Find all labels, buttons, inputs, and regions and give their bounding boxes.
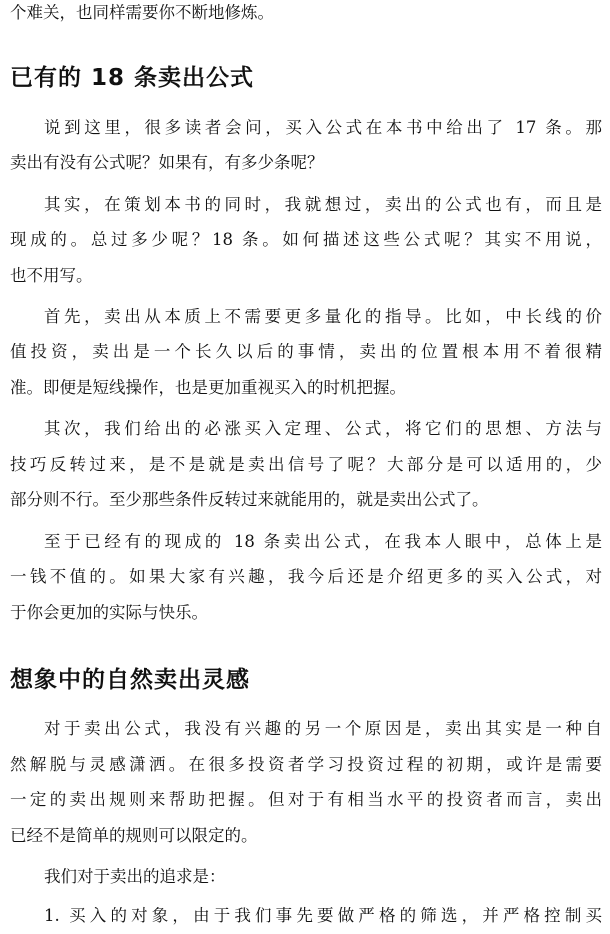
text-line: 一钱不值的。如果大家有兴趣，我今后还是介绍更多的买入公式，对 xyxy=(10,567,602,586)
text-line: 技巧反转过来，是不是就是卖出信号了呢？大部分是可以适用的，少 xyxy=(10,455,602,474)
text-line: 然解脱与灵感潇洒。在很多投资者学习投资过程的初期，或许是需要 xyxy=(10,755,602,774)
text-line: 值投资，卖出是一个长久以后的事情，卖出的位置根本用不着很精 xyxy=(10,342,602,361)
text-line: 对于卖出公式，我没有兴趣的另一个原因是，卖出其实是一种自 xyxy=(44,719,602,738)
text-line: 一定的卖出规则来帮助把握。但对于有相当水平的投资者而言，卖出 xyxy=(10,790,602,809)
text-line: 说到这里，很多读者会问，买入公式在本书中给出了 17 条。那 xyxy=(44,118,602,137)
text-line: 于你会更加的实际与快乐。 xyxy=(10,603,208,622)
section-title-sell-formulas: 已有的 18 条卖出公式 xyxy=(10,65,255,91)
text-line: 首先，卖出从本质上不需要更多量化的指导。比如，中长线的价 xyxy=(44,307,602,326)
intro-line: 个难关，也同样需要你不断地修炼。 xyxy=(10,3,274,22)
text-line: 准。即便是短线操作，也是更加重视买入的时机把握。 xyxy=(10,378,406,397)
text-line: 已经不是简单的规则可以限定的。 xyxy=(10,826,258,845)
text-line: 也不用写。 xyxy=(10,266,93,285)
text-line: 其实，在策划本书的同时，我就想过，卖出的公式也有，而且是 xyxy=(44,195,602,214)
section-title-sell-inspiration: 想象中的自然卖出灵感 xyxy=(10,667,250,693)
text-line: 现成的。总过多少呢？18 条。如何描述这些公式呢？其实不用说， xyxy=(10,230,602,249)
text-line: 其次，我们给出的必涨买入定理、公式，将它们的思想、方法与 xyxy=(44,419,602,438)
list-item-1: 1. 买入的对象，由于我们事先要做严格的筛选，并严格控制买 xyxy=(44,906,602,925)
text-line: 至于已经有的现成的 18 条卖出公式，在我本人眼中，总体上是 xyxy=(44,532,602,551)
paragraph-7: 我们对于卖出的追求是： xyxy=(44,867,226,886)
text-line: 卖出有没有公式呢？如果有，有多少条呢？ xyxy=(10,153,324,172)
text-line: 部分则不行。至少那些条件反转过来就能用的，就是卖出公式了。 xyxy=(10,490,489,509)
